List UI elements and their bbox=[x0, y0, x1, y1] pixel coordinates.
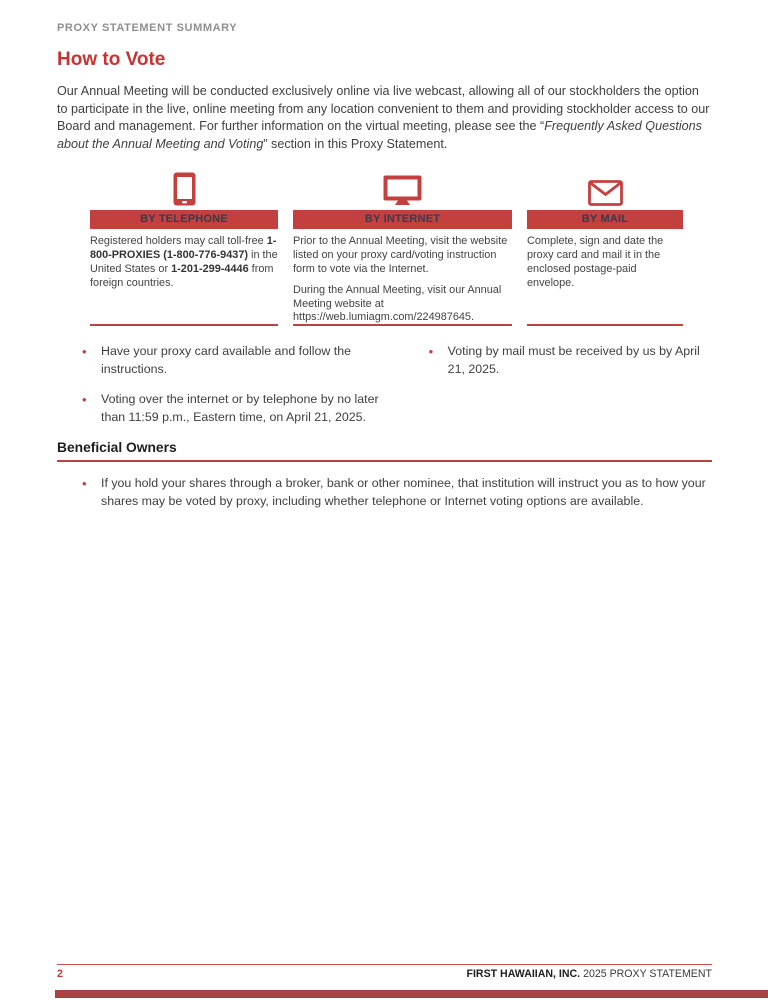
bullet-item bbox=[82, 475, 712, 510]
beneficial-owners-heading: Beneficial Owners bbox=[57, 440, 177, 456]
footer-company-line bbox=[467, 968, 712, 980]
bullet-dot-icon: • bbox=[82, 476, 87, 492]
bullet-item bbox=[82, 343, 394, 378]
method-heading-telephone: BY TELEPHONE bbox=[90, 210, 278, 229]
method-paragraph: Complete, sign and date the proxy card and mail it in the enclosed postage-paid envelope. bbox=[527, 235, 664, 289]
page-number: 2 bbox=[57, 968, 63, 980]
intro-text-end: ” section in this Proxy Statement. bbox=[263, 136, 448, 151]
footer-statement-label: 2025 PROXY STATEMENT bbox=[583, 968, 712, 980]
bullet-dot-icon: • bbox=[428, 344, 434, 360]
intro-text-start: Our Annual Meeting will be conducted exclusively online via live webcast, allowing all of our stockholders the option to participate in the live, online meeting from any location convenient to them and providing stockholder access to our Board and management. For further information on the virtual meeting, please see the “ bbox=[57, 84, 710, 134]
page-footer bbox=[57, 968, 712, 980]
bullet-dot-icon: • bbox=[82, 392, 87, 408]
method-icon-wrap bbox=[90, 166, 278, 206]
section-eyebrow: PROXY STATEMENT SUMMARY bbox=[57, 22, 238, 34]
envelope-icon bbox=[588, 180, 623, 206]
intro-text-italic: Frequently Asked Questions about the Annual Meeting and Voting bbox=[57, 119, 702, 151]
bullet-text: Voting by mail must be received by us by April 21, 2025. bbox=[447, 344, 700, 376]
bottom-accent-bar bbox=[55, 990, 768, 998]
beneficial-owners-rule bbox=[57, 460, 712, 462]
method-paragraph: Registered holders may call toll-free 1-800-PROXIES (1-800-776-9437) in the United States or 1-201-299-4446 from foreign countries. bbox=[90, 235, 278, 289]
voting-bullets-right bbox=[429, 343, 712, 439]
bullet-text: If you hold your shares through a broker, bank or other nominee, that institution will instruct you as to how your shares may be voted by proxy, including whether telephone or Internet voting options are available. bbox=[101, 476, 706, 508]
beneficial-owners-bullets bbox=[82, 475, 712, 510]
intro-paragraph bbox=[57, 83, 712, 153]
method-body-telephone bbox=[90, 229, 278, 324]
method-body-internet bbox=[293, 229, 512, 324]
method-heading-internet: BY INTERNET bbox=[293, 210, 512, 229]
method-paragraph: Prior to the Annual Meeting, visit the website listed on your proxy card/voting instruction form to vote via the Internet. bbox=[293, 235, 508, 275]
voting-bullets-left bbox=[82, 343, 394, 439]
bullet-text: Have your proxy card available and follow the instructions. bbox=[101, 344, 352, 376]
monitor-icon bbox=[383, 175, 422, 206]
method-body-mail bbox=[527, 229, 683, 324]
method-by-internet bbox=[293, 166, 512, 326]
bullet-text: Voting over the internet or by telephone by no later than 11:59 p.m., Eastern time, on April 21, 2025. bbox=[101, 392, 379, 424]
bullet-dot-icon: • bbox=[82, 344, 87, 360]
bullet-item bbox=[429, 343, 712, 378]
voting-instructions bbox=[82, 343, 712, 439]
bullet-item bbox=[82, 391, 394, 426]
method-by-telephone bbox=[90, 166, 278, 326]
method-by-mail bbox=[527, 166, 683, 326]
smartphone-icon bbox=[173, 172, 196, 206]
page-title: How to Vote bbox=[57, 49, 166, 70]
footer-company-name: FIRST HAWAIIAN, INC. bbox=[466, 968, 581, 980]
method-heading-mail: BY MAIL bbox=[527, 210, 683, 229]
method-paragraph: During the Annual Meeting, visit our Annual Meeting website at https://web.lumiagm.com/224987645. bbox=[293, 283, 502, 324]
vote-methods-row bbox=[90, 166, 712, 326]
method-icon-wrap bbox=[527, 166, 683, 206]
footer-rule bbox=[57, 964, 712, 965]
method-icon-wrap bbox=[293, 166, 512, 206]
